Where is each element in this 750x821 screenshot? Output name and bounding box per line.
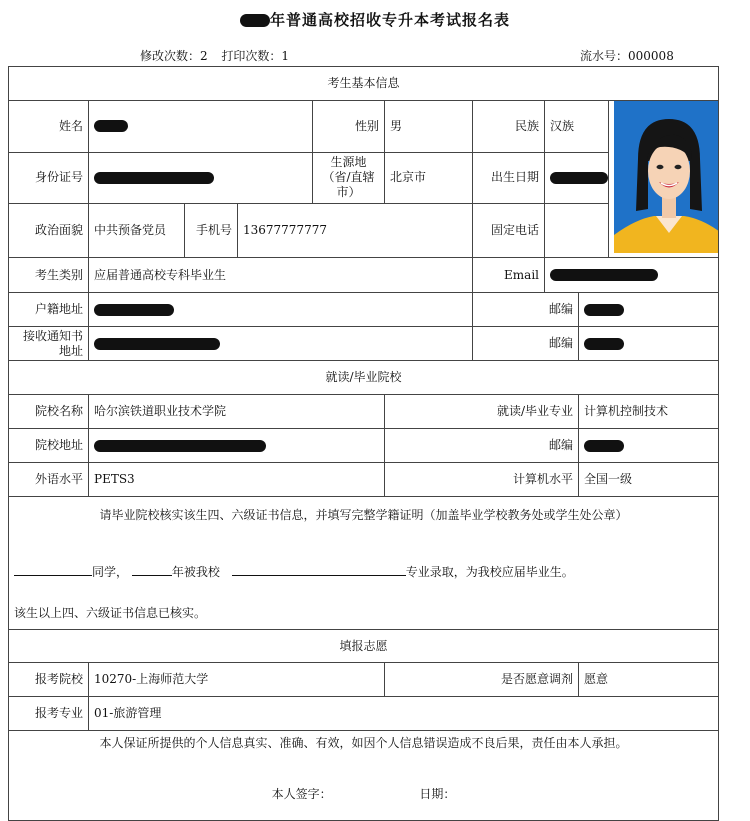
- redacted-id: [94, 172, 214, 184]
- serial-value: 000008: [628, 49, 674, 63]
- cert-seg-2: 年被我校: [171, 564, 220, 579]
- postcode-label-2: 邮编: [473, 327, 579, 361]
- form-title: [0, 9, 750, 30]
- redacted-email: [550, 269, 658, 281]
- print-count: 1: [281, 49, 289, 63]
- section-apply: 填报志愿: [9, 630, 719, 663]
- apply-school-label: 报考院校: [9, 663, 89, 697]
- blank-major: [232, 575, 406, 576]
- signature-label: 本人签字：: [271, 786, 332, 801]
- redacted-school-postcode: [584, 440, 624, 452]
- postcode-label-1: 邮编: [473, 293, 579, 327]
- ethnicity-label: 民族: [473, 101, 545, 153]
- category-value: 应届普通高校专科毕业生: [89, 258, 473, 293]
- origin-label: 生源地（省/直辖市）: [313, 152, 385, 204]
- household-label: 户籍地址: [9, 293, 89, 327]
- school-major-label: 就读/毕业专业: [385, 395, 579, 429]
- notice-address-label: 接收通知书地址: [9, 327, 89, 361]
- redacted-postcode-1: [584, 304, 624, 316]
- mobile-value: 13677777777: [238, 204, 473, 258]
- redacted-name: [94, 120, 128, 132]
- computer-label: 计算机水平: [385, 463, 579, 497]
- redacted-postcode-2: [584, 338, 624, 350]
- foreign-label: 外语水平: [9, 463, 89, 497]
- redacted-notice-address: [94, 338, 220, 350]
- date-label: 日期：: [419, 786, 456, 801]
- cert-seg-1: 同学，: [92, 564, 129, 579]
- gender-label: 性别: [313, 101, 385, 153]
- apply-school-value: 10270-上海师范大学: [89, 663, 385, 697]
- email-value: [545, 258, 719, 293]
- certification-box: [9, 497, 719, 630]
- politics-label: 政治面貌: [9, 204, 89, 258]
- blank-student-name: [14, 575, 92, 576]
- print-label: 打印次数：: [221, 49, 282, 63]
- household-value: [89, 293, 473, 327]
- school-postcode-value: [579, 429, 719, 463]
- school-address-value: [89, 429, 385, 463]
- phone-value: [545, 204, 609, 258]
- apply-major-label: 报考专业: [9, 697, 89, 731]
- serial-number: [580, 47, 674, 64]
- applicant-photo: [609, 101, 719, 258]
- portrait-image: [614, 101, 719, 253]
- postcode-value-1: [579, 293, 719, 327]
- mobile-label: 手机号: [185, 204, 238, 258]
- redacted-school-address: [94, 440, 266, 452]
- title-text: 年普通高校招收专升本考试报名表: [269, 11, 510, 29]
- redacted-household: [94, 304, 174, 316]
- computer-value: 全国一级: [579, 463, 719, 497]
- name-label: 姓名: [9, 101, 89, 153]
- pledge-box: [9, 731, 719, 821]
- postcode-value-2: [579, 327, 719, 361]
- school-name-value: 哈尔滨铁道职业技术学院: [89, 395, 385, 429]
- cert-seg-3: 专业录取，为我校应届毕业生。: [405, 564, 574, 579]
- redacted-birth: [550, 172, 608, 184]
- email-label: Email: [473, 258, 545, 293]
- school-address-label: 院校地址: [9, 429, 89, 463]
- redacted-year: [240, 14, 270, 27]
- modify-count: 2: [200, 49, 208, 63]
- registration-form: [8, 66, 719, 821]
- id-label: 身份证号: [9, 152, 89, 204]
- school-postcode-label: 邮编: [385, 429, 579, 463]
- blank-year: [132, 575, 172, 576]
- politics-value: 中共预备党员: [89, 204, 185, 258]
- certification-line-1: [14, 565, 713, 580]
- section-school: 就读/毕业院校: [9, 361, 719, 395]
- verify-note: 请毕业院校核实该生四、六级证书信息，并填写完整学籍证明（加盖毕业学校教务处或学生处公章）: [99, 507, 628, 522]
- pledge-text: 本人保证所提供的个人信息真实、准确、有效，如因个人信息错误造成不良后果，责任由本人承担。: [99, 735, 628, 750]
- section-basic-info: 考生基本信息: [9, 67, 719, 101]
- phone-label: 固定电话: [473, 204, 545, 258]
- signature-line: [14, 787, 713, 802]
- birth-label: 出生日期: [473, 152, 545, 204]
- foreign-value: PETS3: [89, 463, 385, 497]
- ethnicity-value: 汉族: [545, 101, 609, 153]
- category-label: 考生类别: [9, 258, 89, 293]
- notice-address-value: [89, 327, 473, 361]
- certification-line-2: 该生以上四、六级证书信息已核实。: [14, 605, 207, 620]
- name-value: [89, 101, 313, 153]
- id-value: [89, 152, 313, 204]
- adjust-label: 是否愿意调剂: [385, 663, 579, 697]
- school-name-label: 院校名称: [9, 395, 89, 429]
- apply-major-value: 01-旅游管理: [89, 697, 719, 731]
- modify-label: 修改次数：: [140, 49, 201, 63]
- birth-value: [545, 152, 609, 204]
- adjust-value: 愿意: [579, 663, 719, 697]
- gender-value: 男: [385, 101, 473, 153]
- print-stats: [140, 47, 289, 64]
- serial-label: 流水号：: [580, 49, 629, 63]
- school-major-value: 计算机控制技术: [579, 395, 719, 429]
- origin-value: 北京市: [385, 152, 473, 204]
